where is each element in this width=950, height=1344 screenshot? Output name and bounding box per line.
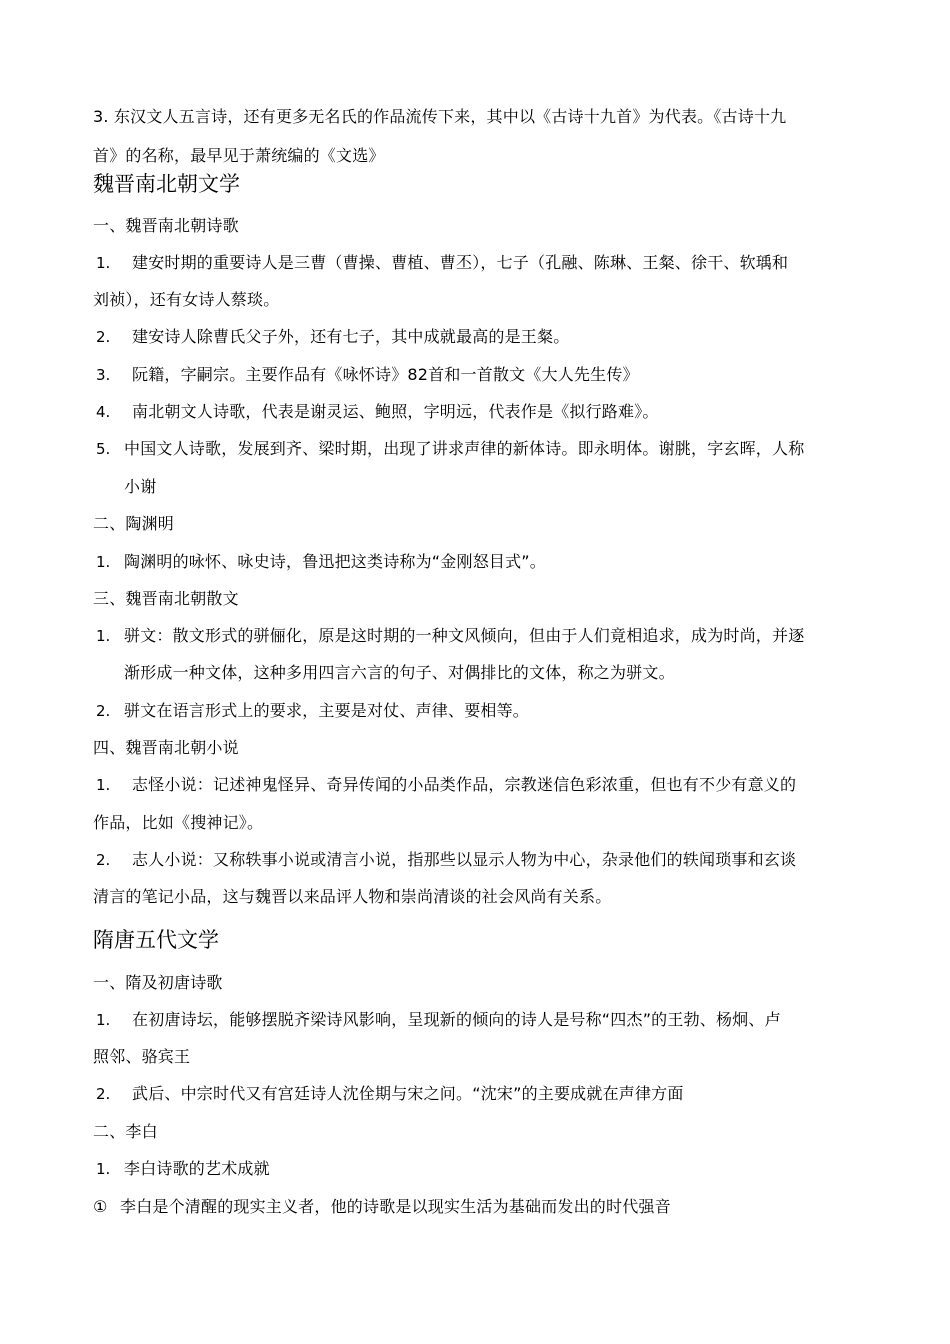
list-item-text: 清言的笔记小品，这与魏晋以来品评人物和崇尚清谈的社会风尚有关系。 bbox=[93, 887, 612, 906]
list-number: 2. bbox=[96, 851, 111, 869]
circled-number: ① bbox=[93, 1197, 108, 1216]
list-item-text: 渐形成一种文体，这种多用四言六言的句子、对偶排比的文体，称之为骈文。 bbox=[124, 663, 675, 682]
list-number: 1. bbox=[96, 553, 111, 571]
list-number: 4. bbox=[96, 403, 111, 421]
list-item-text: 李白是个清醒的现实主义者，他的诗歌是以现实生活为基础而发出的时代强音 bbox=[120, 1197, 671, 1216]
section-heading: 一、隋及初唐诗歌 bbox=[93, 973, 223, 992]
list-item-text: 作品，比如《搜神记》。 bbox=[93, 813, 264, 832]
list-item-text: 小谢 bbox=[124, 477, 157, 496]
list-item-text: 建安诗人除曹氏父子外，还有七子，其中成就最高的是王粲。 bbox=[132, 327, 570, 346]
list-item-text: 志怪小说：记述神鬼怪异、奇异传闻的小品类作品，宗教迷信色彩浓重，但也有不少有意义的 bbox=[132, 775, 797, 794]
list-number: 2. bbox=[96, 328, 111, 346]
list-number: 5. bbox=[96, 440, 111, 458]
section-heading: 一、魏晋南北朝诗歌 bbox=[93, 216, 239, 235]
list-item-text: 陶渊明的咏怀、咏史诗，鲁迅把这类诗称为“金刚怒目式”。 bbox=[124, 552, 546, 571]
list-item-text: 南北朝文人诗歌，代表是谢灵运、鲍照，字明远，代表作是《拟行路难》。 bbox=[132, 402, 659, 421]
list-item-text: 在初唐诗坛，能够摆脱齐梁诗风影响，呈现新的倾向的诗人是号称“四杰”的王勃、杨炯、卢 bbox=[132, 1010, 781, 1029]
chapter-heading: 魏晋南北朝文学 bbox=[93, 172, 240, 196]
list-item-text: 武后、中宗时代又有宫廷诗人沈佺期与宋之问。“沈宋”的主要成就在声律方面 bbox=[132, 1084, 684, 1103]
list-number: 1. bbox=[96, 254, 111, 272]
paragraph-line: 首》的名称，最早见于萧统编的《文选》 bbox=[93, 146, 385, 165]
section-heading: 二、陶渊明 bbox=[93, 514, 175, 533]
section-heading: 四、魏晋南北朝小说 bbox=[93, 738, 239, 757]
list-item-text: 刘祯），还有女诗人蔡琰。 bbox=[93, 290, 280, 309]
list-item-text: 中国文人诗歌，发展到齐、梁时期，出现了讲求声律的新体诗。即永明体。谢朓，字玄晖，人称 bbox=[124, 439, 805, 458]
section-heading: 三、魏晋南北朝散文 bbox=[93, 589, 239, 608]
list-item-text: 照邻、骆宾王 bbox=[93, 1047, 191, 1066]
list-item-text: 骈文在语言形式上的要求，主要是对仗、声律、要相等。 bbox=[124, 701, 530, 720]
chapter-heading: 隋唐五代文学 bbox=[93, 928, 219, 952]
list-number: 1. bbox=[96, 776, 111, 794]
list-number: 1. bbox=[96, 1011, 111, 1029]
list-item-text: 阮籍，字嗣宗。主要作品有《咏怀诗》82首和一首散文《大人先生传》 bbox=[132, 365, 639, 384]
list-number: 2. bbox=[96, 702, 111, 720]
list-item-text: 骈文：散文形式的骈俪化，原是这时期的一种文风倾向，但由于人们竟相追求，成为时尚，并逐 bbox=[124, 626, 805, 645]
paragraph-line: 3. 东汉文人五言诗，还有更多无名氏的作品流传下来，其中以《古诗十九首》为代表。《古诗十九 bbox=[93, 107, 787, 126]
list-number: 2. bbox=[96, 1085, 111, 1103]
list-number: 3. bbox=[96, 366, 111, 384]
list-item-text: 志人小说：又称轶事小说或清言小说，指那些以显示人物为中心，杂录他们的轶闻琐事和玄谈 bbox=[132, 850, 797, 869]
section-heading: 二、李白 bbox=[93, 1122, 158, 1141]
list-number: 1. bbox=[96, 627, 111, 645]
list-item-text: 建安时期的重要诗人是三曹（曹操、曹植、曹丕），七子（孔融、陈琳、王粲、徐干、软瑀和 bbox=[132, 253, 789, 272]
list-item-text: 李白诗歌的艺术成就 bbox=[124, 1159, 270, 1178]
list-number: 1. bbox=[96, 1160, 111, 1178]
